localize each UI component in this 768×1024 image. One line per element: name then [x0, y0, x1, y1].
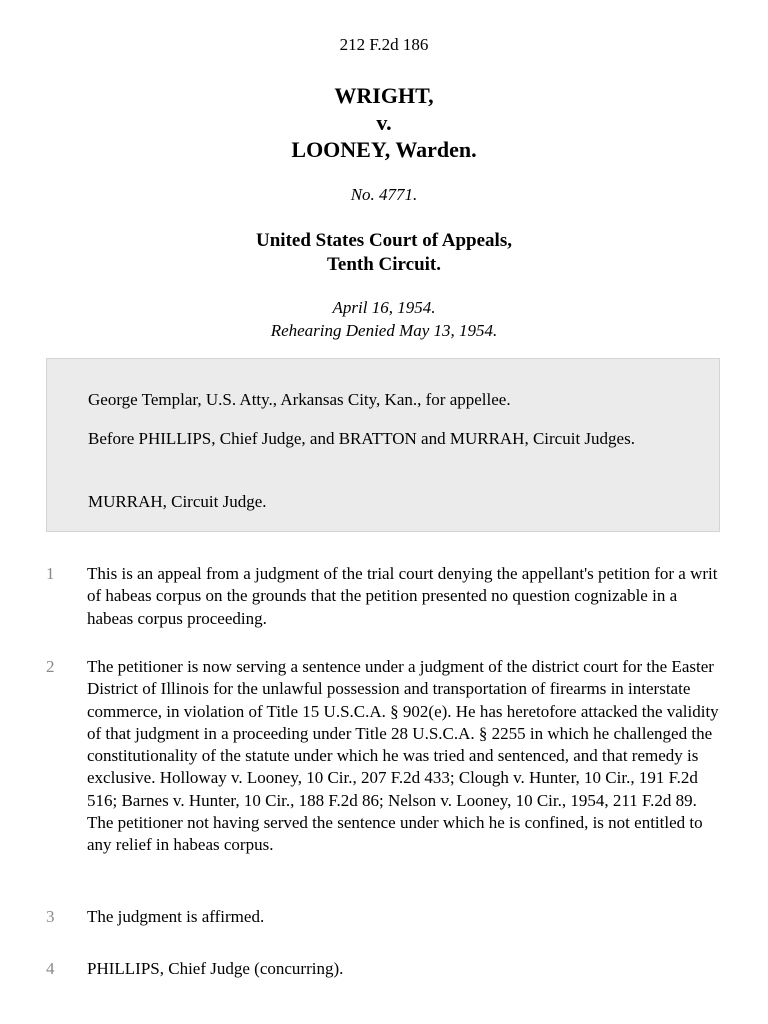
paragraph-text: This is an appeal from a judgment of the trial court denying the appellant's petition for a writ of habeas corpus on the grounds that the petition presented no question cognizable in a habeas corpus proceeding.	[87, 564, 718, 628]
case-title-line: v.	[376, 110, 392, 135]
counsel-line: George Templar, U.S. Atty., Arkansas City, Kan., for appellee.	[88, 390, 511, 409]
court-name-line: Tenth Circuit.	[326, 254, 442, 275]
paragraph-text: The judgment is affirmed.	[87, 907, 265, 926]
rehearing-date: Rehearing Denied May 13, 1954.	[270, 321, 498, 340]
case-citation: 212 F.2d 186	[339, 35, 429, 54]
court-name	[0, 229, 768, 277]
author-line: MURRAH, Circuit Judge.	[88, 492, 267, 511]
case-title-line: WRIGHT,	[334, 83, 434, 108]
paragraph-number: 4	[46, 959, 55, 978]
paragraph-number: 3	[46, 907, 55, 926]
paragraph-number: 2	[46, 657, 55, 676]
docket-number: No. 4771.	[350, 185, 418, 204]
paragraph-number: 1	[46, 564, 55, 583]
case-title-line: LOONEY, Warden.	[291, 137, 477, 162]
decision-dates	[0, 296, 768, 342]
decision-date: April 16, 1954.	[332, 298, 436, 317]
case-title	[0, 82, 768, 163]
paragraph-text: PHILLIPS, Chief Judge (concurring).	[87, 959, 344, 978]
panel-line: Before PHILLIPS, Chief Judge, and BRATTON and MURRAH, Circuit Judges.	[88, 429, 635, 448]
court-name-line: United States Court of Appeals,	[256, 230, 512, 251]
paragraph-text: The petitioner is now serving a sentence under a judgment of the district court for the Easter District of Illinois for the unlawful possession and transportation of firearms in interstate commerce, in violation of Title 15 U.S.C.A. § 902(e). He has heretofore attacked the validity of that judgment in a proceeding under Title 28 U.S.C.A. § 2255 in which he challenged the constitutionality of the statute under which he was tried and sentenced, and that remedy is exclusive. Holloway v. Looney, 10 Cir., 207 F.2d 433; Clough v. Hunter, 10 Cir., 191 F.2d 516; Barnes v. Hunter, 10 Cir., 188 F.2d 86; Nelson v. Looney, 10 Cir., 1954, 211 F.2d 89. The petitioner not having served the sentence under which he is confined, is not entitled to any relief in habeas corpus.	[87, 657, 719, 855]
case-info-box	[46, 358, 720, 532]
